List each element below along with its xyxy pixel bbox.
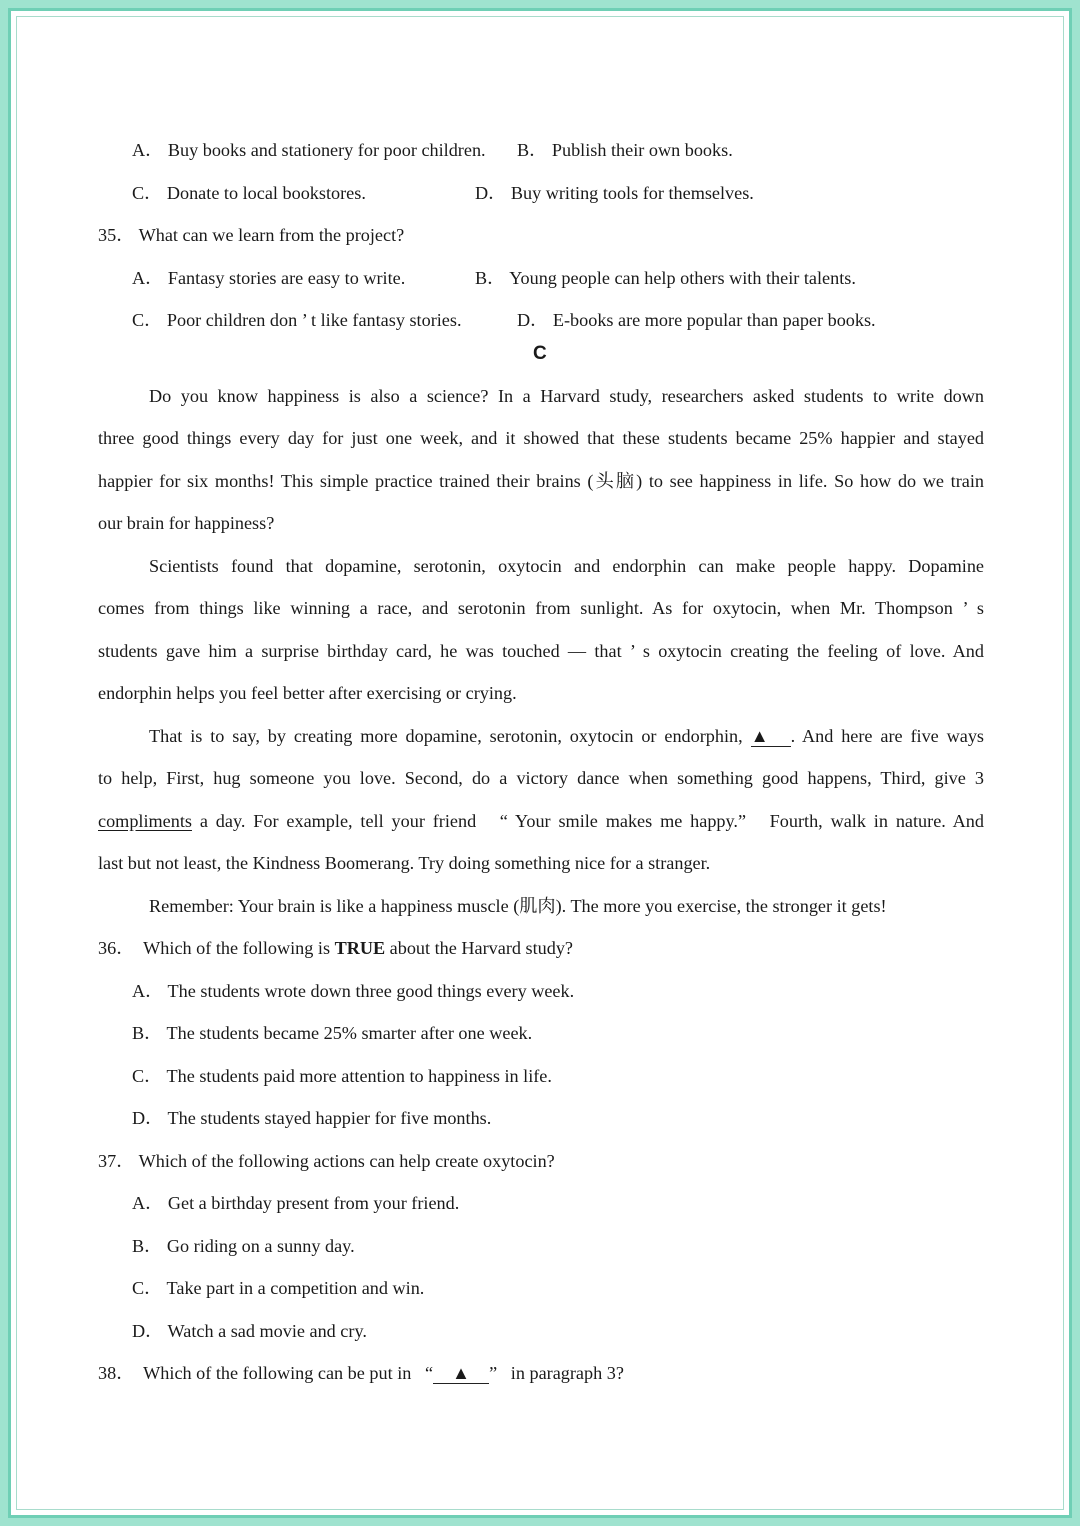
passage-p3-text: a day. For example, tell your friend “ Your smile makes me happy.” Fourth, walk in nature. And: [199, 811, 984, 831]
passage-p2-line: endorphin helps you feel better after exercising or crying.: [98, 683, 517, 703]
q36-option-b: B． The students became 25% smarter after one week.: [132, 1023, 533, 1043]
q38-stem-text: ” in paragraph 3?: [489, 1363, 624, 1383]
q37-stem: 37． Which of the following actions can help create oxytocin?: [98, 1151, 555, 1171]
q37-option-d: D． Watch a sad movie and cry.: [132, 1321, 367, 1341]
answer-blank: ▲: [751, 727, 791, 747]
passage-p2-line: students gave him a surprise birthday card, he was touched — that ’ s oxytocin creating the feeling of love. And: [98, 641, 984, 661]
section-heading: C: [533, 343, 547, 364]
passage-p4-line: Remember: Your brain is like a happiness muscle (肌肉). The more you exercise, the stronger it gets!: [149, 896, 887, 916]
q37-option-c: C． Take part in a competition and win.: [132, 1278, 425, 1298]
q36-option-d: D． The students stayed happier for five months.: [132, 1108, 492, 1128]
passage-p1-line: three good things every day for just one week, and it showed that these students became 25% happier and stayed: [98, 428, 984, 448]
q38-stem-text: 38． Which of the following can be put in “: [98, 1363, 434, 1383]
passage-p1-line: happier for six months! This simple practice trained their brains (头脑) to see happiness in life. So how do we train: [98, 471, 984, 491]
q34-option-b: B． Publish their own books.: [517, 140, 733, 160]
passage-p3-line: [98, 812, 984, 830]
passage-p3-text: That is to say, by creating more dopamine, serotonin, oxytocin or endorphin,: [149, 726, 743, 746]
q38-stem: [98, 1364, 624, 1384]
q35-stem: 35． What can we learn from the project?: [98, 225, 405, 245]
passage-p2-line: Scientists found that dopamine, serotonin, oxytocin and endorphin can make people happy. Dopamine: [149, 556, 984, 576]
q37-option-a: A． Get a birthday present from your friend.: [132, 1193, 460, 1213]
q35-option-a: A． Fantasy stories are easy to write.: [132, 268, 406, 288]
passage-p2-line: comes from things like winning a race, and serotonin from sunlight. As for oxytocin, when Mr. Thompson ’ s: [98, 598, 984, 618]
passage-p3-line: [149, 727, 984, 747]
q36-stem: [98, 939, 573, 957]
q35-option-d: D． E-books are more popular than paper books.: [517, 310, 876, 330]
q34-option-a: A． Buy books and stationery for poor children.: [132, 140, 486, 160]
passage-p1-line: Do you know happiness is also a science? In a Harvard study, researchers asked students to write down: [149, 386, 984, 406]
q36-stem-text: 36． Which of the following is: [98, 938, 335, 958]
answer-blank: ▲: [433, 1364, 489, 1384]
q34-option-d: D． Buy writing tools for themselves.: [475, 183, 754, 203]
q36-option-c: C． The students paid more attention to happiness in life.: [132, 1066, 552, 1086]
q36-emphasis: TRUE: [334, 938, 386, 958]
passage-p3-line: to help, First, hug someone you love. Second, do a victory dance when something good happens, Third, give 3: [98, 768, 984, 788]
q36-option-a: A． The students wrote down three good things every week.: [132, 981, 575, 1001]
q34-option-c: C． Donate to local bookstores.: [132, 183, 366, 203]
passage-p1-line: our brain for happiness?: [98, 513, 275, 533]
q37-option-b: B． Go riding on a sunny day.: [132, 1236, 355, 1256]
q35-option-c: C． Poor children don ’ t like fantasy stories.: [132, 310, 462, 330]
passage-p3-line: last but not least, the Kindness Boomerang. Try doing something nice for a stranger.: [98, 853, 711, 873]
q35-option-b: B． Young people can help others with their talents.: [475, 268, 856, 288]
underlined-word: compliments: [98, 811, 192, 831]
passage-p3-text: . And here are five ways: [790, 726, 984, 746]
q36-stem-text: about the Harvard study?: [385, 938, 574, 958]
